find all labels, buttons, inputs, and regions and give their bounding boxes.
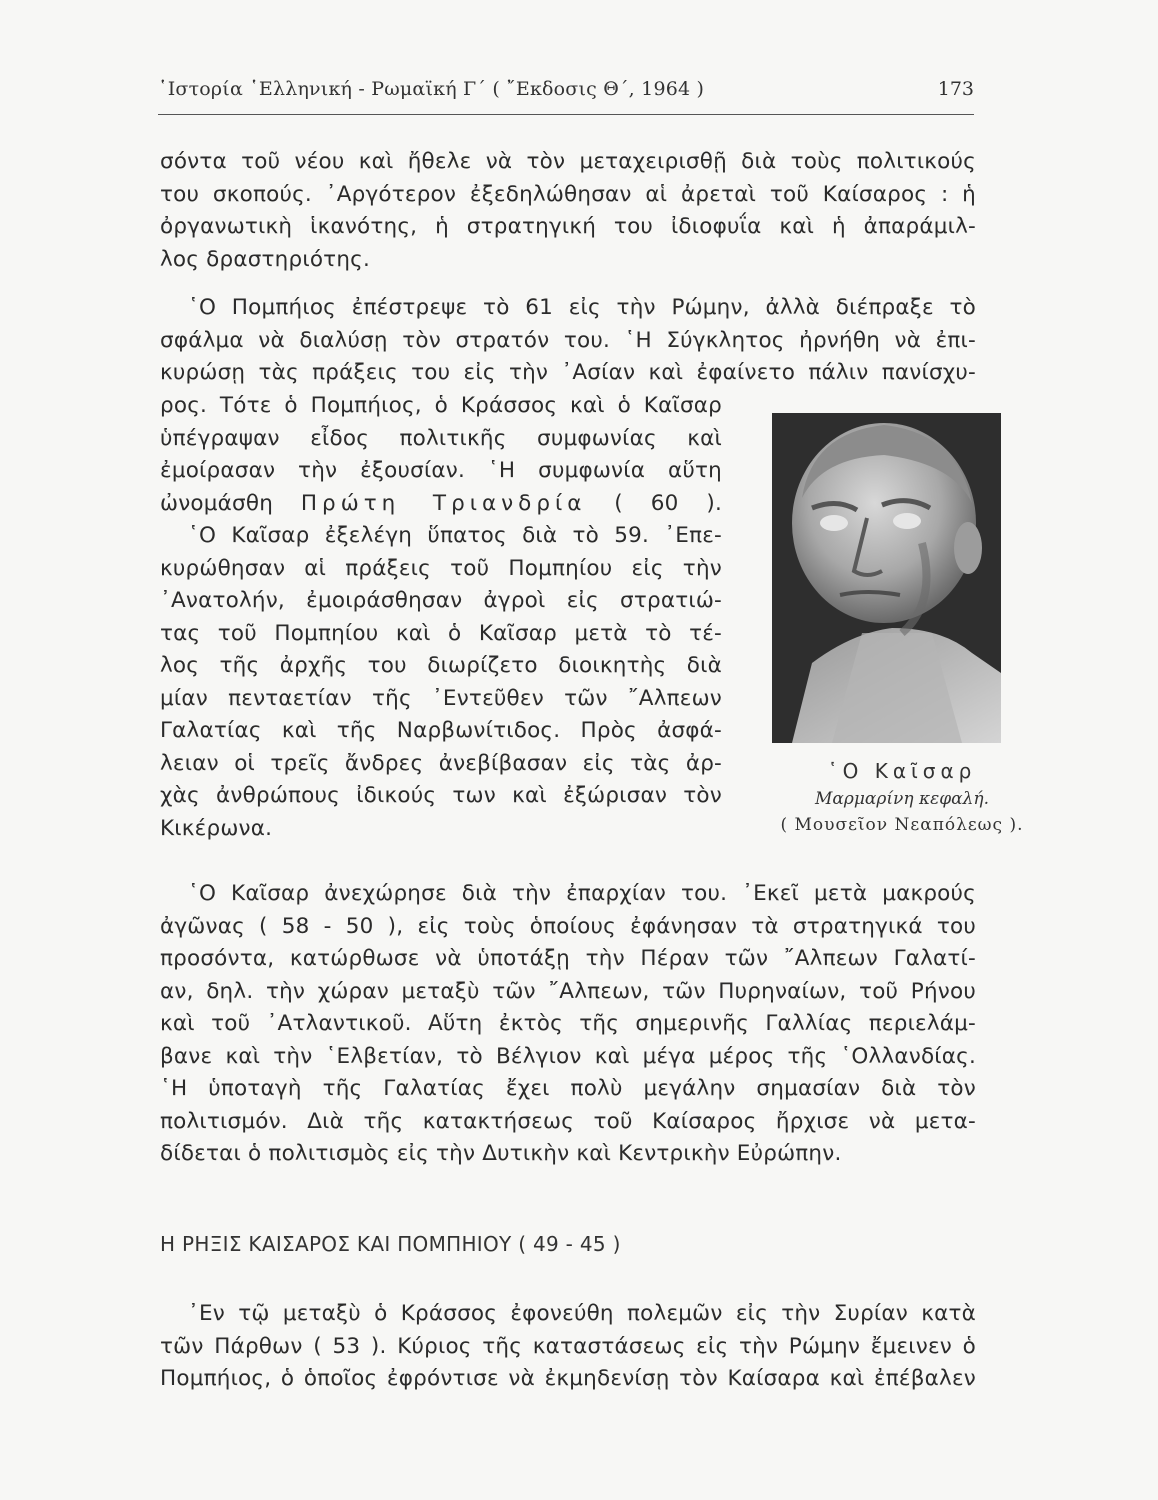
text-line: τας τοῦ Πομπηίου καὶ ὁ Καῖσαρ μετὰ τὸ τέ-	[160, 620, 722, 646]
page-number: 173	[937, 78, 974, 100]
text-line: λος τῆς ἀρχῆς του διωρίζετο διοικητὴς διὰ	[160, 653, 722, 678]
section-heading: Η ΡΗΞΙΣ ΚΑΙΣΑΡΟΣ ΚΑΙ ΠΟΜΠΗΙΟΥ ( 49 - 45 )	[160, 1232, 621, 1256]
text-line: πολιτισμόν. Διὰ τῆς κατακτήσεως τοῦ Καίσαρος ἤρχισε νὰ μετα-	[160, 1108, 976, 1134]
text-line: ἀγῶνας ( 58 - 50 ), εἰς τοὺς ὁποίους ἐφάνησαν τὰ στρατηγικά του	[160, 913, 976, 939]
text-line: ᾿Ανατολήν, ἐμοιράσθησαν ἀγροὶ εἰς στρατιώ-	[160, 588, 722, 613]
text-line: λος δραστηριότης.	[160, 246, 371, 272]
caption-subtitle: Μαρμαρίνη κεφαλή.	[814, 789, 989, 809]
text-line: αν, δηλ. τὴν χώραν μεταξὺ τῶν ῎Αλπεων, τῶν Πυρηναίων, τοῦ Ρήνου	[160, 978, 976, 1004]
text-line	[160, 488, 722, 521]
text-line: δίδεται ὁ πολιτισμὸς εἰς τὴν Δυτικὴν καὶ Κεντρικὴν Εὐρώπην.	[160, 1141, 842, 1166]
text-line: ῾Ο Πομπήιος ἐπέστρεψε τὸ 61 εἰς τὴν Ρώμην, ἀλλὰ διέπραξε τὸ	[188, 295, 976, 320]
text-line: ῾Ο Καῖσαρ ἀνεχώρησε διὰ τὴν ἐπαρχίαν του. ᾿Εκεῖ μετὰ μακρούς	[188, 881, 976, 906]
bust-illustration-icon	[772, 413, 1001, 743]
text-line: του σκοπούς. ᾿Αργότερον ἐξεδηλώθησαν αἱ ἀρεταὶ τοῦ Καίσαρος : ἡ	[160, 181, 976, 207]
text-line: κυρώθησαν αἱ πράξεις τοῦ Πομπηίου εἰς τὴν	[160, 555, 722, 581]
text-line: ὑπέγραψαν εἶδος πολιτικῆς συμφωνίας καὶ	[160, 425, 722, 451]
running-header	[158, 78, 974, 108]
date-fragment: ( 60 ).	[614, 490, 722, 516]
figure-caption	[762, 756, 1042, 838]
text-line: χὰς ἀνθρώπους ἰδικούς των καὶ ἐξώρισαν τὸν	[160, 783, 722, 808]
paragraph-pompey-return	[160, 292, 976, 390]
text-line: ῾Η ὑποταγὴ τῆς Γαλατίας ἔχει πολὺ μεγάλην σημασίαν διὰ τὸν	[160, 1076, 976, 1101]
text-line: λειαν οἱ τρεῖς ἄνδρες ἀνεβίβασαν εἰς τὰς ἀρ-	[160, 750, 722, 776]
paragraph-caesar-consul	[160, 520, 722, 845]
paragraph-caesar-virtues	[160, 146, 976, 276]
header-rule	[158, 114, 974, 115]
text-line: ρος. Τότε ὁ Πομπήιος, ὁ Κράσσος καὶ ὁ Καῖσαρ	[160, 393, 722, 418]
paragraph-crassus-death	[160, 1298, 976, 1396]
book-title: ῾Ιστορία ῾Ελληνική - Ρωμαϊκή Γ΄ ( ῎Εκδοσις Θ΄, 1964 )	[158, 78, 705, 100]
text-line: ῾Ο Καῖσαρ ἐξελέγη ὕπατος διὰ τὸ 59. ᾿Επε-	[188, 523, 722, 548]
text-line: Κικέρωνα.	[160, 815, 273, 841]
text-line: βανε καὶ τὴν ῾Ελβετίαν, τὸ Βέλγιον καὶ μέγα μέρος τῆς ῾Ολλανδίας.	[160, 1043, 976, 1069]
text-line: σφάλμα νὰ διαλύσῃ τὸν στρατόν του. ῾Η Σύγκλητος ἠρνήθη νὰ ἐπι-	[160, 327, 976, 353]
text-line: τῶν Πάρθων ( 53 ). Κύριος τῆς καταστάσεως εἰς τὴν Ρώμην ἔμεινεν ὁ	[160, 1333, 976, 1359]
text-line: καὶ τοῦ ᾿Ατλαντικοῦ. Αὕτη ἐκτὸς τῆς σημερινῆς Γαλλίας περιελάμ-	[160, 1011, 976, 1036]
text-line: κυρώσῃ τὰς πράξεις του εἰς τὴν ᾿Ασίαν καὶ ἐφαίνετο πάλιν πανίσχυ-	[160, 360, 976, 385]
text-line: Γαλατίας καὶ τῆς Ναρβωνίτιδος. Πρὸς ἀσφά-	[160, 718, 722, 743]
caption-title: ῾Ο Καῖσαρ	[827, 759, 977, 783]
paragraph-gallic-wars	[160, 878, 976, 1171]
emphasis-first-triumvirate: Πρώτη Τριανδρία	[300, 490, 587, 516]
text-line: προσόντα, κατώρθωσε νὰ ὑποτάξῃ τὴν Πέραν τῶν ῎Αλπεων Γαλατί-	[160, 946, 976, 971]
text-line: μίαν πενταετίαν τῆς ᾿Εντεῦθεν τῶν ῎Αλπεων	[160, 685, 722, 711]
text-line: ὀργανωτικὴ ἱκανότης, ἡ στρατηγική του ἰδιοφυΐα καὶ ἡ ἀπαράμιλ-	[160, 214, 976, 239]
text-line: ᾿Εν τῷ μεταξὺ ὁ Κράσσος ἐφονεύθη πολεμῶν εἰς τὴν Συρίαν κατὰ	[188, 1301, 976, 1326]
text-fragment: ὠνομάσθη	[160, 490, 274, 516]
text-line: ἐμοίρασαν τὴν ἐξουσίαν. ῾Η συμφωνία αὕτη	[160, 458, 722, 483]
caesar-bust-image	[772, 413, 1001, 743]
paragraph-triumvirate	[160, 390, 722, 520]
caption-museum: ( Μουσεῖον Νεαπόλεως ).	[780, 815, 1024, 835]
text-line: σόντα τοῦ νέου καὶ ἤθελε νὰ τὸν μεταχειρισθῇ διὰ τοὺς πολιτικούς	[160, 149, 976, 174]
text-line: Πομπήιος, ὁ ὁποῖος ἐφρόντισε νὰ ἐκμηδενίσῃ τὸν Καίσαρα καὶ ἐπέβαλεν	[160, 1366, 976, 1391]
